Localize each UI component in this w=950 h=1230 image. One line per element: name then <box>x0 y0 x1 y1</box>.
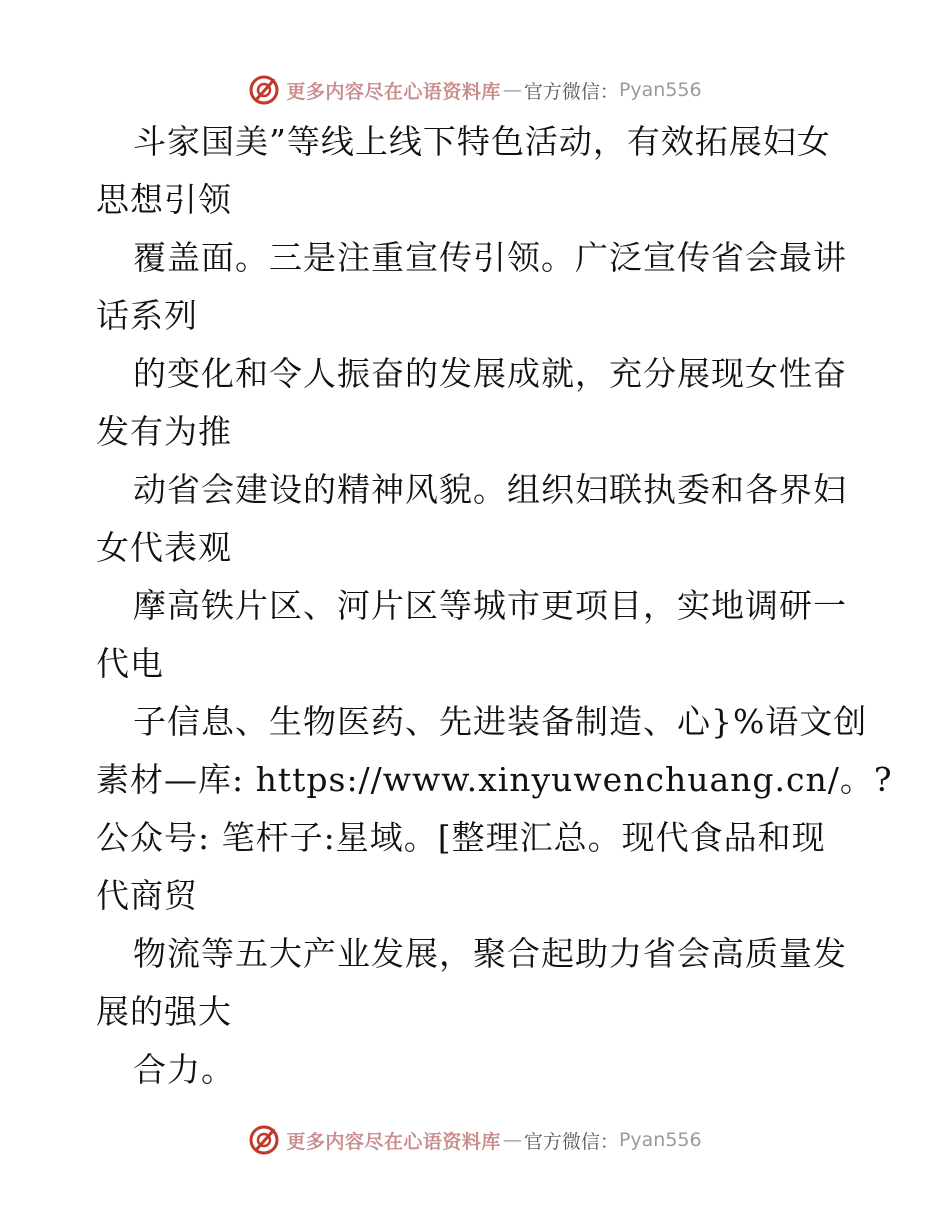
body-line: 展的强大 <box>96 992 232 1031</box>
logo-icon <box>248 74 280 106</box>
banner-wechat-label: 官方微信： <box>523 1130 619 1153</box>
body-line: 女代表观 <box>96 528 232 567</box>
body-line: 合力。 <box>133 1050 235 1089</box>
body-line: 子信息、生物医药、先进装备制造、心}%语文创 <box>133 702 868 741</box>
body-line: 覆盖面。三是注重宣传引领。广泛宣传省会最讲 <box>133 238 847 277</box>
banner-wechat-id: Pyan556 <box>618 1129 702 1151</box>
header-banner <box>0 72 950 108</box>
body-line: 公众号: 笔杆子:星域。[整理汇总。现代食品和现 <box>96 818 826 857</box>
banner-title: 更多内容尽在心语资料库 <box>286 80 501 103</box>
body-line: 代电 <box>96 644 164 683</box>
body-line: 的变化和令人振奋的发展成就，充分展现女性奋 <box>133 354 847 393</box>
banner-dash: — <box>502 1129 522 1151</box>
document-body <box>96 122 893 1111</box>
footer-banner <box>0 1122 950 1158</box>
body-line: 动省会建设的精神风貌。组织妇联执委和各界妇 <box>133 470 847 509</box>
body-line: 斗家国美”等线上线下特色活动，有效拓展妇女 <box>133 122 831 161</box>
body-line: 摩高铁片区、河片区等城市更项目，实地调研一 <box>133 586 847 625</box>
body-line: 话系列 <box>96 296 198 335</box>
body-line: 代商贸 <box>96 876 198 915</box>
body-line: 发有为推 <box>96 412 232 451</box>
banner-title: 更多内容尽在心语资料库 <box>286 1130 501 1153</box>
banner-wechat-id: Pyan556 <box>618 79 702 101</box>
logo-icon <box>248 1124 280 1156</box>
banner-wechat-label: 官方微信： <box>523 80 619 103</box>
body-line: 素材—库: https://www.xinyuwenchuang.cn/。? <box>96 760 893 799</box>
banner-dash: — <box>502 79 522 101</box>
body-line: 物流等五大产业发展，聚合起助力省会高质量发 <box>133 934 847 973</box>
body-line: 思想引领 <box>96 180 232 219</box>
